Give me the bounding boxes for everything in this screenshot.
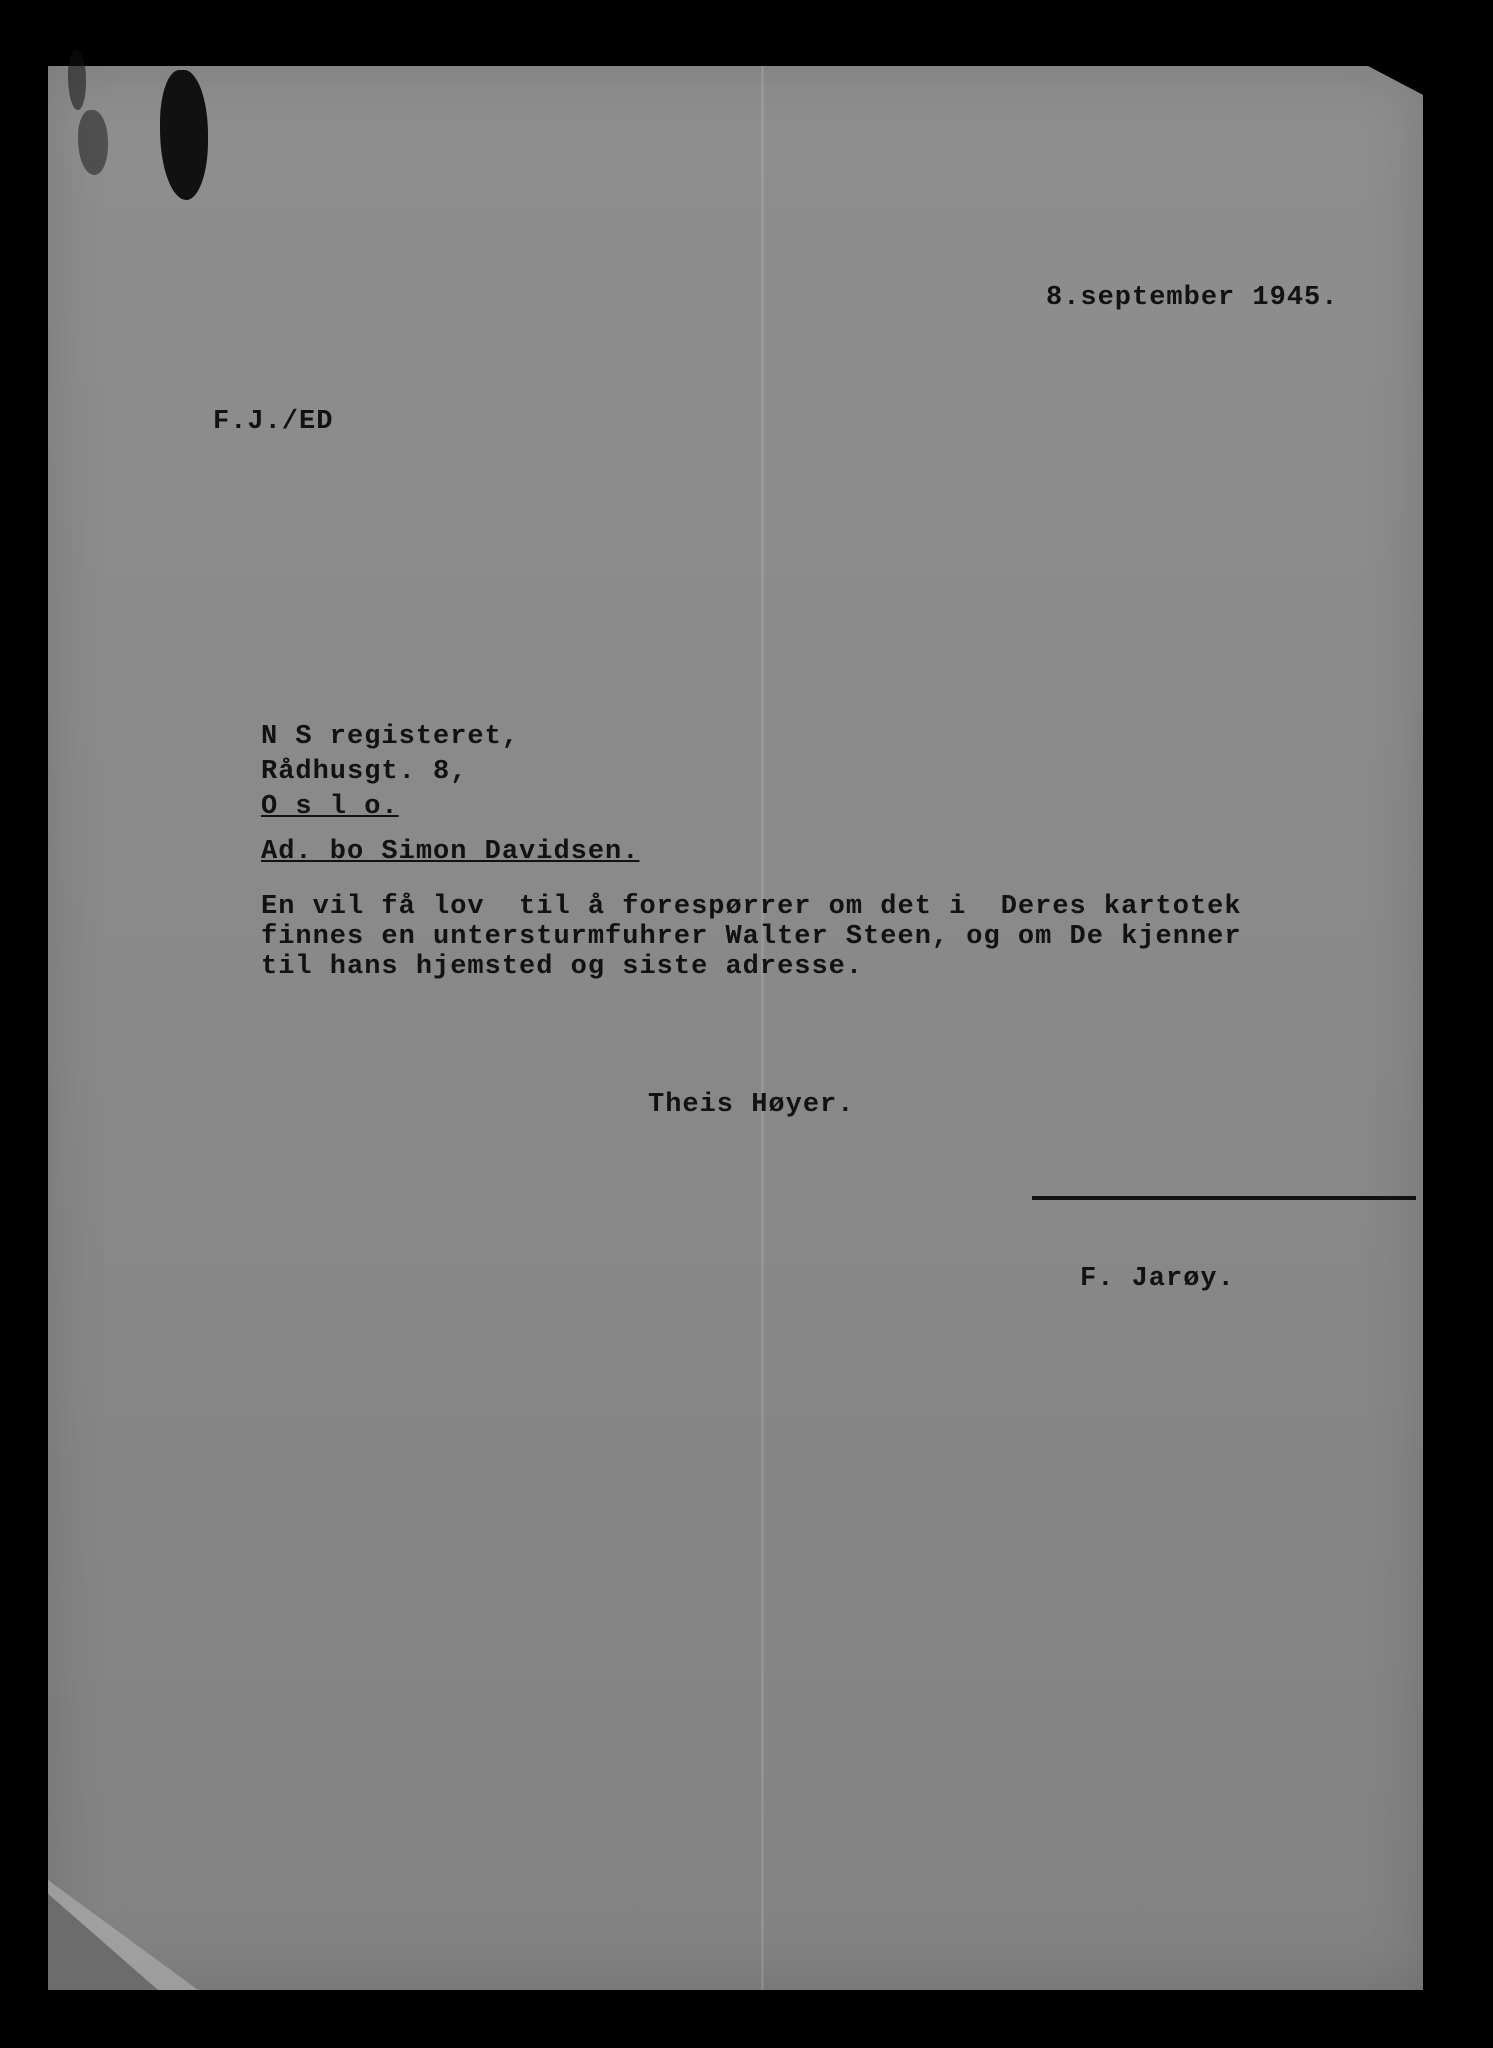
body-line: finnes en untersturmfuhrer Walter Steen, og om De kjenner <box>261 922 1242 952</box>
binding-mark <box>78 110 108 175</box>
signature-rule <box>1032 1196 1416 1200</box>
recipient-line: O s l o. <box>261 792 399 822</box>
letter-paper <box>48 66 1423 1990</box>
recipient-line: Rådhusgt. 8, <box>261 757 468 787</box>
signature-primary: Theis Høyer. <box>648 1090 855 1120</box>
signature-secondary: F. Jarøy. <box>1080 1264 1235 1294</box>
subject-line: Ad. bo Simon Davidsen. <box>261 837 640 867</box>
reference-code: F.J./ED <box>213 407 334 437</box>
binding-mark <box>68 50 86 110</box>
paper-fold-line <box>761 66 764 1990</box>
body-line: En vil få lov til å forespørrer om det i Deres kartotek <box>261 892 1242 922</box>
letter-date: 8.september 1945. <box>1046 283 1339 313</box>
recipient-line: N S registeret, <box>261 722 520 752</box>
body-line: til hans hjemsted og siste adresse. <box>261 952 864 982</box>
